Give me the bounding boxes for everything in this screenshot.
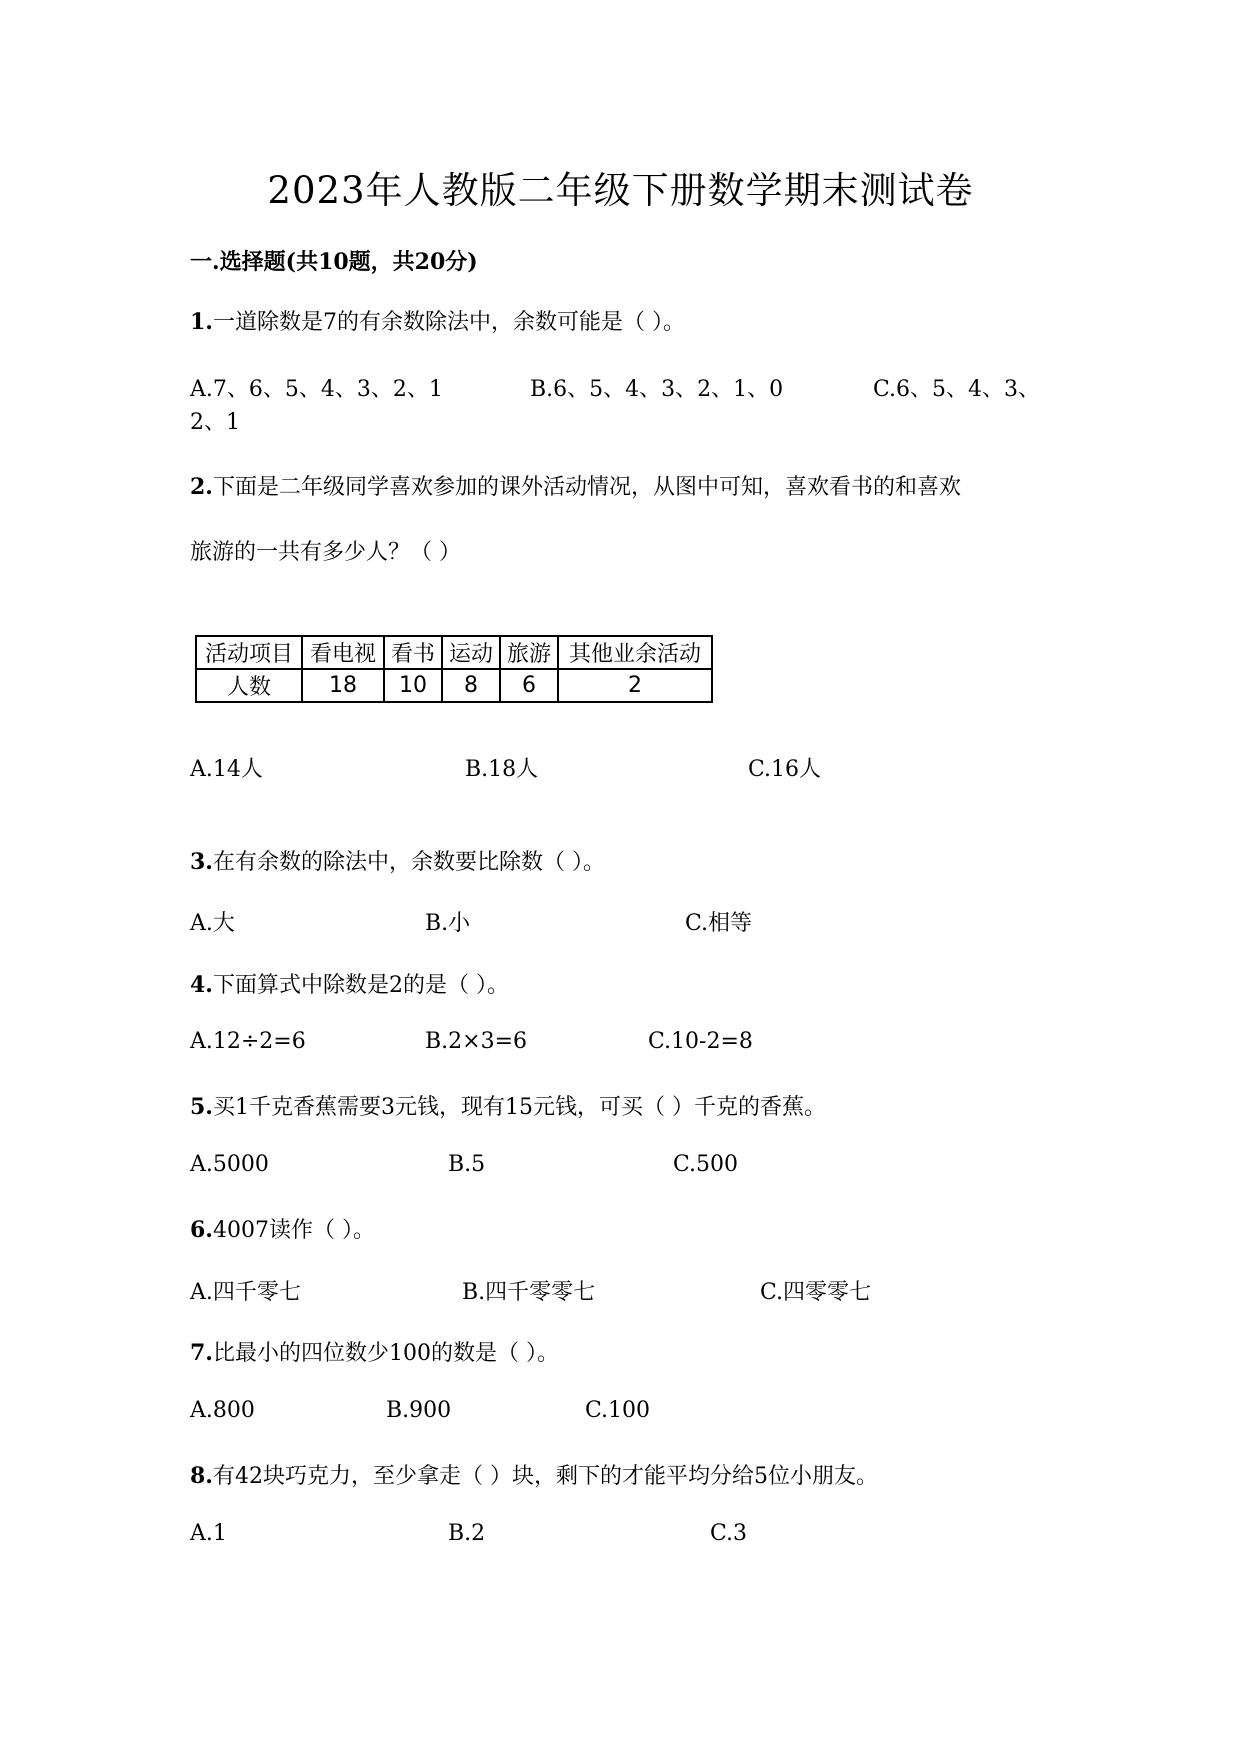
question-7: 7.比最小的四位数少100的数是（ ）。 (190, 1340, 559, 1366)
q2-option-c[interactable]: C.16人 (748, 757, 822, 782)
q5-option-a[interactable]: A.5000 (190, 1152, 269, 1177)
q6-option-a[interactable]: A.四千零七 (190, 1280, 301, 1305)
q1-option-b[interactable]: B.6、5、4、3、2、1、0 (530, 377, 784, 402)
question-1: 1.一道除数是7的有余数除法中，余数可能是（ ）。 (190, 309, 685, 335)
table-row (196, 636, 712, 669)
table-cell: 人数 (196, 669, 302, 702)
q8-option-c[interactable]: C.3 (710, 1521, 748, 1546)
q3-option-a[interactable]: A.大 (190, 911, 235, 936)
question-2: 2.下面是二年级同学喜欢参加的课外活动情况，从图中可知，喜欢看书的和喜欢 (190, 474, 961, 500)
q7-option-a[interactable]: A.800 (190, 1398, 255, 1423)
q5-option-c[interactable]: C.500 (673, 1152, 739, 1177)
q8-option-b[interactable]: B.2 (448, 1521, 486, 1546)
table-header-cell: 看书 (384, 636, 442, 669)
table-header-cell: 运动 (442, 636, 500, 669)
question-2-line-2: 旅游的一共有多少人？（ ） (190, 540, 461, 565)
q4-option-b[interactable]: B.2×3=6 (425, 1029, 528, 1054)
q2-option-b[interactable]: B.18人 (465, 757, 539, 782)
question-4: 4.下面算式中除数是2的是（ ）。 (190, 972, 509, 998)
q8-option-a[interactable]: A.1 (190, 1521, 227, 1546)
q1-option-c[interactable]: C.6、5、4、3、 (873, 377, 1041, 402)
q4-option-a[interactable]: A.12÷2=6 (190, 1029, 306, 1054)
question-6: 6.4007读作（ ）。 (190, 1217, 375, 1243)
table-header-cell: 旅游 (500, 636, 558, 669)
q1-option-c-wrap: 2、1 (190, 410, 240, 435)
q2-option-a[interactable]: A.14人 (190, 757, 263, 782)
q1-option-a[interactable]: A.7、6、5、4、3、2、1 (190, 377, 443, 402)
q3-option-c[interactable]: C.相等 (685, 911, 753, 936)
table-cell: 6 (500, 669, 558, 702)
table-cell: 18 (302, 669, 384, 702)
q3-option-b[interactable]: B.小 (425, 911, 471, 936)
q4-option-c[interactable]: C.10-2=8 (648, 1029, 753, 1054)
activity-table (195, 635, 713, 703)
question-5: 5.买1千克香蕉需要3元钱，现有15元钱，可买（ ）千克的香蕉。 (190, 1094, 826, 1120)
q7-option-b[interactable]: B.900 (386, 1398, 452, 1423)
q5-option-b[interactable]: B.5 (448, 1152, 486, 1177)
question-3: 3.在有余数的除法中，余数要比除数（ ）。 (190, 849, 605, 875)
table-header-cell: 看电视 (302, 636, 384, 669)
q6-option-c[interactable]: C.四零零七 (760, 1280, 872, 1305)
table-row (196, 669, 712, 702)
table-cell: 2 (558, 669, 712, 702)
q7-option-c[interactable]: C.100 (585, 1398, 651, 1423)
table-cell: 10 (384, 669, 442, 702)
table-cell: 8 (442, 669, 500, 702)
question-8: 8.有42块巧克力，至少拿走（ ）块，剩下的才能平均分给5位小朋友。 (190, 1463, 878, 1489)
section-heading: 一.选择题(共10题，共20分) (190, 249, 478, 275)
page-title: 2023年人教版二年级下册数学期末测试卷 (267, 169, 974, 212)
q6-option-b[interactable]: B.四千零零七 (462, 1280, 596, 1305)
table-header-cell: 其他业余活动 (558, 636, 712, 669)
table-header-cell: 活动项目 (196, 636, 302, 669)
